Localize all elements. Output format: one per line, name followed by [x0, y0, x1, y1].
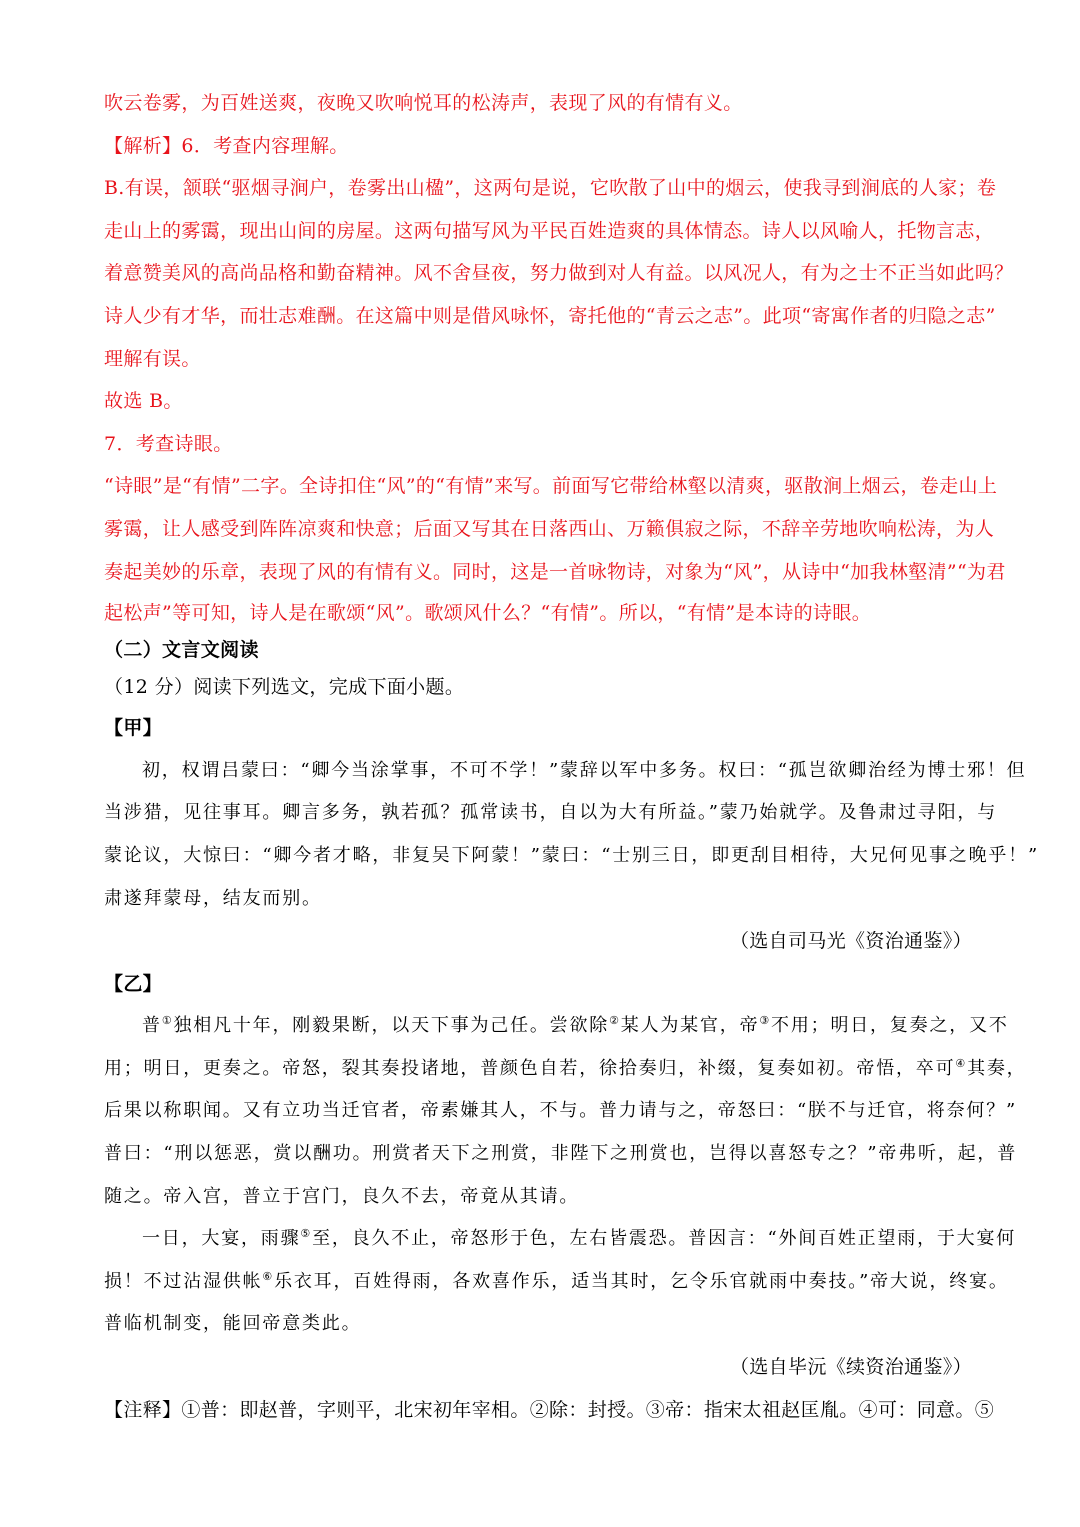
passage-jia-line: 肃遂拜蒙母，结友而别。 [104, 887, 322, 909]
document-page [104, 82, 1040, 1431]
passage-jia-source: （选自司马光《资治通鉴》） [729, 930, 972, 953]
section-intro: （12 分）阅读下列选文，完成下面小题。 [104, 676, 465, 699]
passage-yi-source: （选自毕沅《续资治通鉴》） [729, 1356, 972, 1379]
passage-jia-line: 初，权谓吕蒙曰：“卿今当涂掌事，不可不学！”蒙辞以军中多务。权曰：“孤岂欲卿治经为博士邪！但 [142, 759, 1027, 781]
analysis-7-line: 雾霭，让人感受到阵阵凉爽和快意；后面又写其在日落西山、万籁俱寂之际，不辞辛劳地吹响松涛，为人 [104, 517, 995, 540]
analysis-7-line: 奏起美妙的乐章，表现了风的有情有义。同时，这是一首咏物诗，对象为“风”，从诗中“加我林壑清”“为君 [104, 560, 1006, 583]
passage-yi-line: 普临机制变，能回帝意类此。 [104, 1313, 362, 1335]
passage-yi-line: 普①独相凡十年，刚毅果断，以天下事为己任。尝欲除②某人为某官，帝③不用；明日，复奏之，又不 [142, 1014, 1009, 1037]
passage-jia-label: 【甲】 [104, 717, 163, 740]
analysis-6-answer: 故选 B。 [104, 390, 183, 413]
passage-jia-line: 当涉猎，见往事耳。卿言多务，孰若孤？孤常读书，自以为大有所益。”蒙乃始就学。及鲁肃过寻阳，与 [104, 802, 997, 824]
passage-yi-line: 后果以称职闻。又有立功当迁官者，帝素嫌其人，不与。普力请与之，帝怒曰：“朕不与迁官，将奈何？” [104, 1100, 1017, 1122]
analysis-7-line: 起松声”等可知，诗人是在歌颂“风”。歌颂风什么？“有情”。所以，“有情”是本诗的诗眼。 [104, 602, 872, 625]
passage-yi-line: 一日，大宴，雨骤⑤至，良久不止，帝怒形于色，左右皆震恐。普因言：“外间百姓正望雨，于大宴何 [142, 1227, 1017, 1250]
analysis-6-line: 走山上的雾霭，现出山间的房屋。这两句描写风为平民百姓造爽的具体情态。诗人以风喻人，托物言志， [104, 219, 995, 242]
analysis-6-label: 【解析】6．考查内容理解。 [104, 134, 349, 157]
section-title: （二）文言文阅读 [104, 639, 259, 662]
passage-yi-line: 随之。帝入宫，普立于宫门，良久不去，帝竟从其请。 [104, 1185, 580, 1207]
analysis-7-line: “诗眼”是“有情”二字。全诗扣住“风”的“有情”来写。前面写它带给林壑以清爽，驱散涧上烟云，卷走山上 [104, 475, 998, 498]
passage-yi-label: 【乙】 [104, 972, 163, 995]
analysis-6-line: B.有误，颔联“驱烟寻涧户，卷雾出山楹”，这两句是说，它吹散了山中的烟云，使我寻到涧底的人家；卷 [104, 177, 997, 200]
passage-yi-line: 普曰：“刑以惩恶，赏以酬功。刑赏者天下之刑赏，非陛下之刑赏也，岂得以喜怒专之？”帝弗听，起，普 [104, 1143, 1017, 1165]
analysis-6-line: 着意赞美风的高尚品格和勤奋精神。风不舍昼夜，努力做到对人有益。以风况人，有为之士不正当如此吗？ [104, 262, 1014, 285]
analysis-6-line: 理解有误。 [104, 347, 201, 370]
analysis-7-label: 7．考查诗眼。 [104, 432, 233, 455]
answer-text-line: 吹云卷雾，为百姓送爽，夜晚又吹响悦耳的松涛声，表现了风的有情有义。 [104, 92, 743, 114]
passage-yi-line: 损！不过沾湿供帐⑥乐衣耳，百姓得雨，各欢喜作乐，适当其时，乞令乐官就雨中奏技。”帝大说，终宴。 [104, 1269, 1009, 1292]
notes-line: 【注释】①普：即赵普，字则平，北宋初年宰相。②除：封授。③帝：指宋太祖赵匡胤。④可：同意。⑤ [104, 1398, 995, 1421]
analysis-6-line: 诗人少有才华，而壮志难酬。在这篇中则是借风咏怀，寄托他的“青云之志”。此项“寄寓作者的归隐之志” [104, 304, 996, 327]
passage-yi-line: 用；明日，更奏之。帝怒，裂其奏投诸地，普颜色自若，徐拾奏归，补缀，复奏如初。帝悟，卒可④其奏， [104, 1056, 1027, 1079]
passage-jia-line: 蒙论议，大惊曰：“卿今者才略，非复吴下阿蒙！”蒙曰：“士别三日，即更刮目相待，大兄何见事之晚乎！” [104, 844, 1040, 866]
